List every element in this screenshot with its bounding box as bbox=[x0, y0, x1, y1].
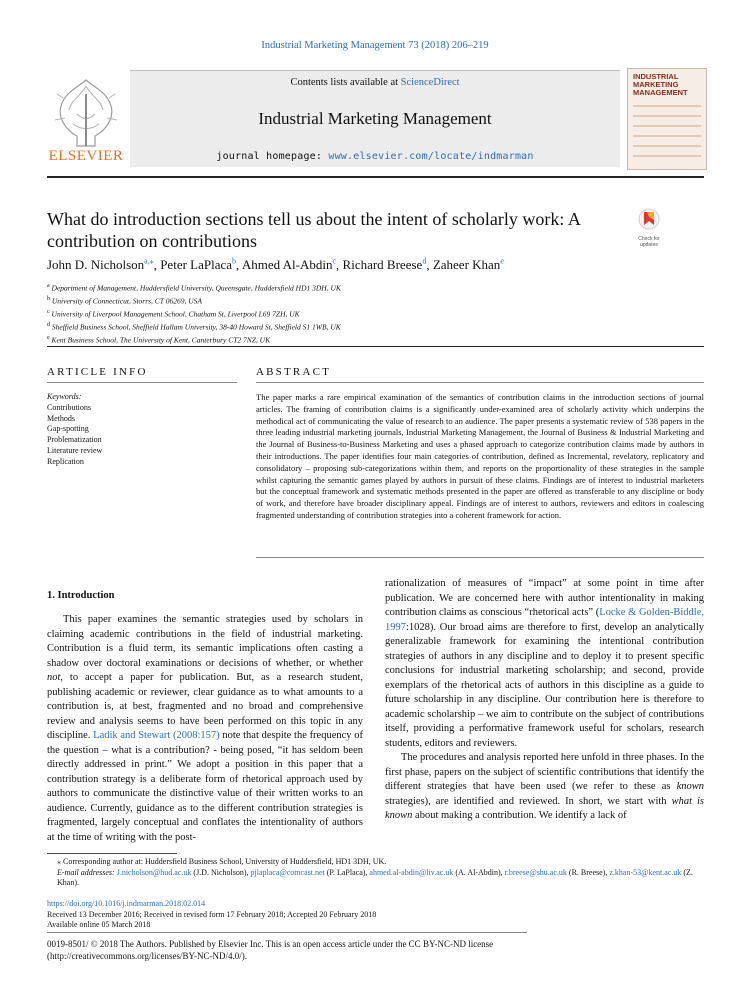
journal-cover-thumbnail[interactable] bbox=[627, 68, 707, 170]
corresponding-author-note: ⁎ Corresponding author at: Huddersfield Business School, University of Huddersfield, HD1 3DH, UK. bbox=[57, 857, 387, 866]
author[interactable]: Richard Breese$^d$ bbox=[342, 257, 427, 273]
body-column-left bbox=[47, 613, 363, 845]
masthead bbox=[47, 68, 704, 172]
keyword: Methods bbox=[47, 413, 75, 423]
keyword: Contributions bbox=[47, 402, 92, 412]
journal-header-box bbox=[130, 70, 620, 167]
author[interactable]: Zaheer Khan$^e$ bbox=[432, 257, 504, 273]
abstract-heading: ABSTRACT bbox=[256, 366, 332, 378]
elsevier-logo[interactable] bbox=[47, 74, 125, 166]
available-online: Available online 05 March 2018 bbox=[47, 920, 151, 929]
paper-title: What do introduction sections tell us about the intent of scholarly work: A contribution on contributions bbox=[47, 209, 580, 251]
check-for-updates-badge[interactable] bbox=[630, 208, 668, 248]
citation-link[interactable]: Locke & Golden-Biddle, 1997 bbox=[385, 607, 704, 633]
journal-citation[interactable]: Industrial Marketing Management 73 (2018) 206–219 bbox=[261, 40, 489, 51]
keyword: Literature review bbox=[47, 445, 103, 455]
masthead-rule bbox=[47, 176, 704, 178]
abstract-rule bbox=[256, 382, 704, 383]
homepage-link[interactable]: www.elsevier.com/locate/indmarman bbox=[328, 151, 534, 162]
author[interactable]: Peter LaPlaca$^b$ bbox=[160, 257, 237, 273]
keywords-label: Keywords: bbox=[47, 392, 82, 401]
author[interactable]: Ahmed Al-Abdin$^c$ bbox=[241, 257, 337, 273]
section-heading-introduction: 1. Introduction bbox=[47, 590, 115, 601]
citation-link[interactable]: Ladik and Stewart (2008:157) bbox=[93, 730, 220, 741]
affiliation: $^b$ University of Connecticut, Storrs, CT 06269, USA bbox=[47, 296, 202, 306]
email-link[interactable]: J.nicholson@hud.ac.uk bbox=[116, 867, 192, 877]
check-updates-label: Check for updates bbox=[638, 236, 660, 248]
affiliation: $^c$ University of Liverpool Management School, Chatham St, Liverpool L69 7ZH, UK bbox=[47, 309, 300, 319]
footnotes bbox=[47, 857, 704, 889]
abstract-bottom-rule bbox=[256, 557, 704, 558]
received-dates: Received 13 December 2016; Received in revised form 17 February 2018; Accepted 20 February 2018 bbox=[47, 909, 377, 919]
journal-title: Industrial Marketing Management bbox=[258, 109, 492, 128]
cover-title: INDUSTRIAL MARKETING MANAGEMENT bbox=[633, 72, 688, 97]
affiliations bbox=[47, 281, 707, 346]
keyword: Gap-spotting bbox=[47, 424, 89, 434]
section-rule bbox=[47, 346, 704, 347]
contents-line: Contents lists available at ScienceDirect bbox=[290, 77, 460, 88]
paragraph: rationalization of measures of “impact” at some point in time after publication. We are concerned here with author intentionality in making contribution claims as conscious “rhetorical acts” (Locke & Golden-Biddle, 1997:1028). Our broad aims are therefore to first, develop an analytically generalizable framework for examining the intentional contribution strategies of authors in any discipline and to deploy it to present specific conclusions for industrial marketing scholarship; and second, provide exemplars of the rhetorical acts of authors in this discipline as a guide to future scholarship in any discipline. Our contribution here is therefore to academic scholarship – we aim to contribute on the subject of contributions itself, providing a performative framework useful for scholars, research students, editors and reviewers. bbox=[385, 578, 704, 749]
elsevier-wordmark: ELSEVIER bbox=[48, 148, 124, 164]
publication-history bbox=[47, 899, 704, 931]
paragraph: The procedures and analysis reported here unfold in three phases. In the first phase, papers on the subject of scientific contributions that identify the different strategies that have been used (we refer to these as known strategies), are identified and reviewed. In short, we start with what is known about making a contribution. We identify a lack of bbox=[385, 752, 704, 821]
keyword: Problematization bbox=[47, 435, 102, 445]
sciencedirect-link[interactable]: ScienceDirect bbox=[400, 77, 460, 88]
email-link[interactable]: z.khan-53@kent.ac.uk bbox=[609, 867, 682, 877]
affiliation: $^a$ Department of Management, Huddersfield University, Queensgate, Huddersfield HD1 3DH, UK bbox=[47, 283, 341, 293]
doi-link[interactable]: https://doi.org/10.1016/j.indmarman.2018.02.014 bbox=[47, 899, 206, 908]
article-info-rule bbox=[47, 382, 237, 383]
email-link[interactable]: pjlaplaca@comcast.net bbox=[250, 867, 325, 877]
paragraph: This paper examines the semantic strategies used by scholars in claiming academic contributions in the field of industrial marketing. Contribution is a fluid term, its semantic implications often casting a shadow over doctoral examinations or decisions of whether, or whether not, to accept a paper for publication. But, as a research student, publishing academic or reviewer, clear guidance as to what amounts to a contribution is, at best, fragmented and no broad and comprehensive review and analysis seems to have been performed on this topic in any discipline. Ladik and Stewart (2008:157) note that despite the frequency of the question – what is a contribution? - being posed, “it has seldom been directly addressed in print.” We adopt a position in this paper that a contribution strategy is a deliberate form of rhetorical approach used by authors to communicate the distinctive value of their written works to an audience. Currently, guidance as to the different contribution strategies is fragmented, largely conceptual and conflates the intentionality of authors at the time of writing with the post- bbox=[47, 614, 363, 843]
email-link[interactable]: ahmed.al-abdin@liv.ac.uk bbox=[369, 867, 454, 877]
article-info-heading: ARTICLE INFO bbox=[47, 366, 148, 378]
license-rule bbox=[47, 932, 527, 933]
body-column-right bbox=[385, 577, 704, 824]
footnote-rule bbox=[47, 853, 177, 854]
license-link[interactable]: (http://creativecommons.org/licenses/BY-NC-ND/4.0/). bbox=[47, 951, 248, 961]
affiliation: $^d$ Sheffield Business School, Sheffield Hallam University, 38-40 Howard St, Sheffield S1 1WB, UK bbox=[47, 322, 341, 332]
author-list: John D. Nicholson$^{a,⁎}$, Peter LaPlaca$^b$, Ahmed Al-Abdin$^c$, Richard Breese$^d$, Zaheer Khan$^e$ bbox=[47, 257, 504, 273]
affiliation: $^e$ Kent Business School, The University of Kent, Canterbury CT2 7NZ, UK bbox=[47, 335, 271, 345]
bookmark-icon bbox=[636, 208, 662, 232]
keywords-list bbox=[47, 392, 237, 468]
email-link[interactable]: r.breese@shu.ac.uk bbox=[504, 867, 567, 877]
author[interactable]: John D. Nicholson$^{a,⁎}$ bbox=[47, 257, 154, 273]
abstract-text: The paper marks a rare empirical examination of the semantics of contribution claims in the introduction sections of journal articles. The framing of contribution claims is a significantly under-examined area of scholarly activity which underpins the methodical act of communicating the value of research to an audience. The paper presents a systematic review of 538 papers in the three leading industrial marketing journals, Industrial Marketing Management, the Journal of Business & Industrial Marketing and the Journal of Business-to-Business Marketing and uses a phased approach to categorize contribution claims made by authors in their introductions. The paper identifies four main categories of contribution, defined as Incremental, revelatory, replicatory and consolidatory – proposing sub-categorizations within them, and reports on the proportionality of these strategies in the sample whilst capturing the semantic games played by authors in pursuit of these claims. Findings are of interest to industrial marketers but the conceptual framework and systematic methods presented in the paper are offered as transferable to any discipline or body of work, and therefore have broader disciplinary appeal. Findings are of interest to authors, reviewers and editors in coalescing fragmented understanding of contribution strategies into a coherent framework for action. bbox=[256, 392, 704, 520]
email-addresses: E-mail addresses: J.nicholson@hud.ac.uk (J.D. Nicholson), pjlaplaca@comcast.net (P. LaPlaca), ahmed.al-abdin@liv.ac.uk (A. Al-Abdin), r.breese@shu.ac.uk (R. Breese), z.khan-53@kent.ac.uk (Z. Khan). bbox=[57, 867, 693, 887]
keyword: Replication bbox=[47, 456, 84, 466]
journal-homepage: journal homepage: www.elsevier.com/locate/indmarman bbox=[216, 151, 534, 162]
license-notice: 0019-8501/ © 2018 The Authors. Published by Elsevier Inc. This is an open access article under the CC BY-NC-ND license (http://creativecommons.org/licenses/BY-NC-ND/4.0/). bbox=[47, 938, 704, 962]
